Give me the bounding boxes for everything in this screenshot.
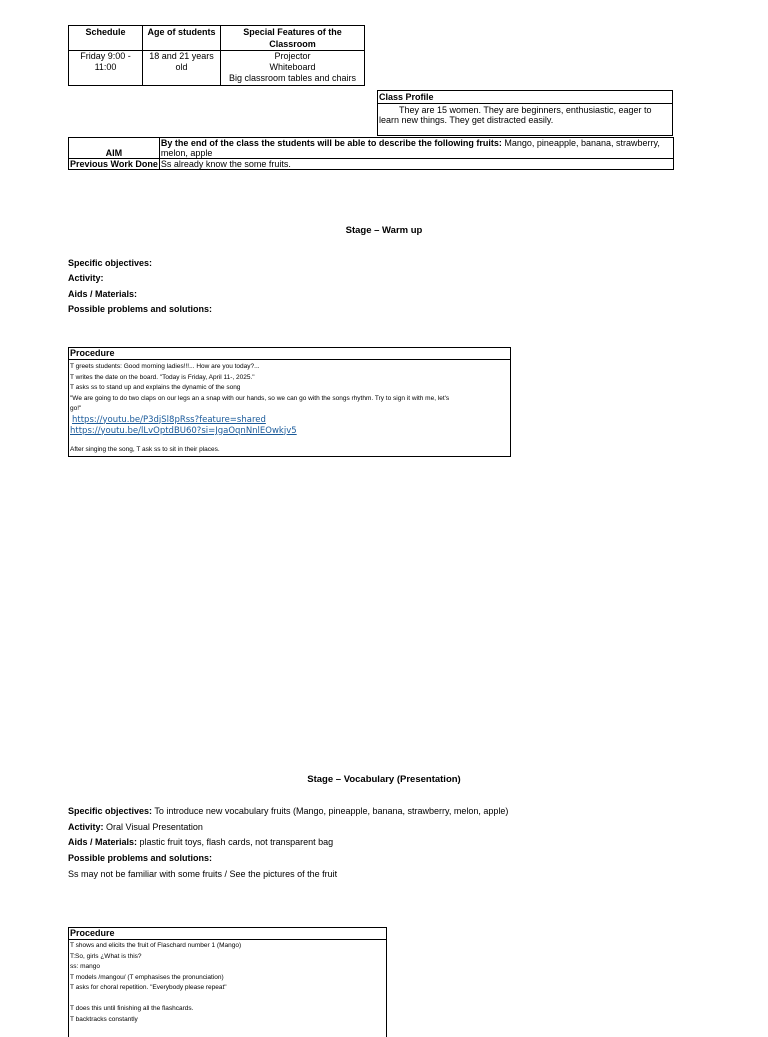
- schedule-header: Schedule: [69, 26, 143, 51]
- vocabulary-procedure-body: [69, 940, 386, 1025]
- song-link-1[interactable]: https://youtu.be/P3djSl8pRss?feature=shared: [72, 414, 266, 425]
- class-profile-text: They are 15 women. They are beginners, enthusiastic, eager to learn new things. They get distracted easily.: [379, 105, 652, 125]
- warmup-aids-label: Aids / Materials:: [68, 289, 138, 299]
- aim-fruits-text: Mango, pineapple, banana, strawberry, melon, apple: [160, 138, 660, 158]
- warmup-stage-title: Stage – Warm up: [345, 225, 423, 236]
- procedure-line: T does this until finishing all the flashcards.: [70, 1005, 194, 1012]
- features-header: Special Features of the Classroom: [221, 26, 365, 51]
- vocabulary-activity: [68, 822, 203, 832]
- vocabulary-activity-label: Activity:: [68, 822, 104, 832]
- schedule-line-2: 11:00: [94, 62, 117, 72]
- features-cell: [221, 51, 365, 86]
- warmup-problems: [68, 304, 212, 314]
- vocabulary-objectives-text: To introduce new vocabulary fruits (Mango, pineapple, banana, strawberry, melon, apple): [152, 806, 509, 816]
- vocabulary-aids-label: Aids / Materials:: [68, 837, 138, 847]
- aim-text: [159, 138, 673, 159]
- vocabulary-problems-text: Ss may not be familiar with some fruits / See the pictures of the fruit: [68, 869, 338, 879]
- age-header: Age of students: [143, 26, 221, 51]
- procedure-line: T shows and elicits the fruit of Flaschard number 1 (Mango): [70, 942, 242, 949]
- feature-item: Projector: [274, 51, 311, 61]
- procedure-line: go!": [70, 405, 82, 412]
- previous-work-text: Ss already know the some fruits.: [159, 159, 673, 170]
- vocabulary-aids-text: plastic fruit toys, flash cards, not transparent bag: [137, 837, 334, 847]
- procedure-line: T backtracks constantly: [70, 1015, 138, 1023]
- vocabulary-aids: [68, 837, 333, 847]
- schedule-line-1: Friday 9:00 -: [80, 51, 131, 61]
- vocabulary-problems: [68, 853, 212, 863]
- schedule-table: [68, 25, 365, 86]
- procedure-line: "We are going to do two claps on our legs an a snap with our hands, so we can go with the songs rhythm. Try to sign it with me, let's: [70, 394, 450, 402]
- procedure-line: T models /mangou/ (T emphasises the pronunciation): [70, 973, 224, 981]
- warmup-objectives-label: Specific objectives:: [68, 258, 153, 268]
- vocabulary-objectives-label: Specific objectives:: [68, 806, 153, 816]
- procedure-line: ss: mango: [70, 963, 100, 970]
- warmup-problems-label: Possible problems and solutions:: [68, 304, 213, 314]
- age-cell: 18 and 21 years old: [143, 51, 221, 86]
- procedure-line: T writes the date on the board. "Today is Friday, April 11-, 2025.": [70, 373, 255, 381]
- warmup-procedure-closing: After singing the song, T ask ss to sit in their places.: [70, 445, 220, 453]
- warmup-objectives: [68, 258, 152, 268]
- class-profile-title: Class Profile: [378, 91, 672, 104]
- aim-label: AIM: [69, 138, 160, 159]
- vocabulary-procedure-title: Procedure: [69, 928, 386, 940]
- aim-table: [68, 137, 674, 170]
- schedule-cell: [69, 51, 143, 86]
- class-profile-box: [377, 90, 673, 136]
- procedure-line: T asks ss to stand up and explains the dynamic of the song: [70, 384, 241, 391]
- previous-work-label: Previous Work Done: [70, 159, 158, 169]
- warmup-activity-label: Activity:: [68, 273, 104, 283]
- vocabulary-problems-label: Possible problems and solutions:: [68, 853, 213, 863]
- warmup-procedure-box: [68, 347, 511, 457]
- song-link-2[interactable]: https://youtu.be/lLvOptdBU60?si=JgaOqnNnlEOwkjv5: [70, 425, 297, 436]
- procedure-line: T greets students: Good morning ladies!!!... How are you today?...: [70, 363, 260, 370]
- feature-item: Whiteboard: [269, 62, 316, 72]
- warmup-procedure-body: [69, 360, 510, 415]
- warmup-aids: [68, 289, 137, 299]
- aim-bold-text: By the end of the class the students will be able to describe the following fruits:: [160, 138, 502, 148]
- feature-item: Big classroom tables and chairs: [228, 73, 357, 83]
- procedure-line: [70, 994, 386, 1005]
- vocabulary-procedure-box: [68, 927, 387, 1037]
- vocabulary-stage-title: Stage – Vocabulary (Presentation): [307, 774, 461, 785]
- procedure-line: T:So, girls ¿What is this?: [70, 952, 142, 960]
- warmup-activity: [68, 273, 104, 283]
- warmup-procedure-title: Procedure: [69, 348, 510, 360]
- procedure-line: T asks for choral repetition. "Everybody please repeat": [70, 984, 227, 991]
- vocabulary-activity-text: Oral Visual Presentation: [103, 822, 203, 832]
- vocabulary-objectives: [68, 806, 508, 816]
